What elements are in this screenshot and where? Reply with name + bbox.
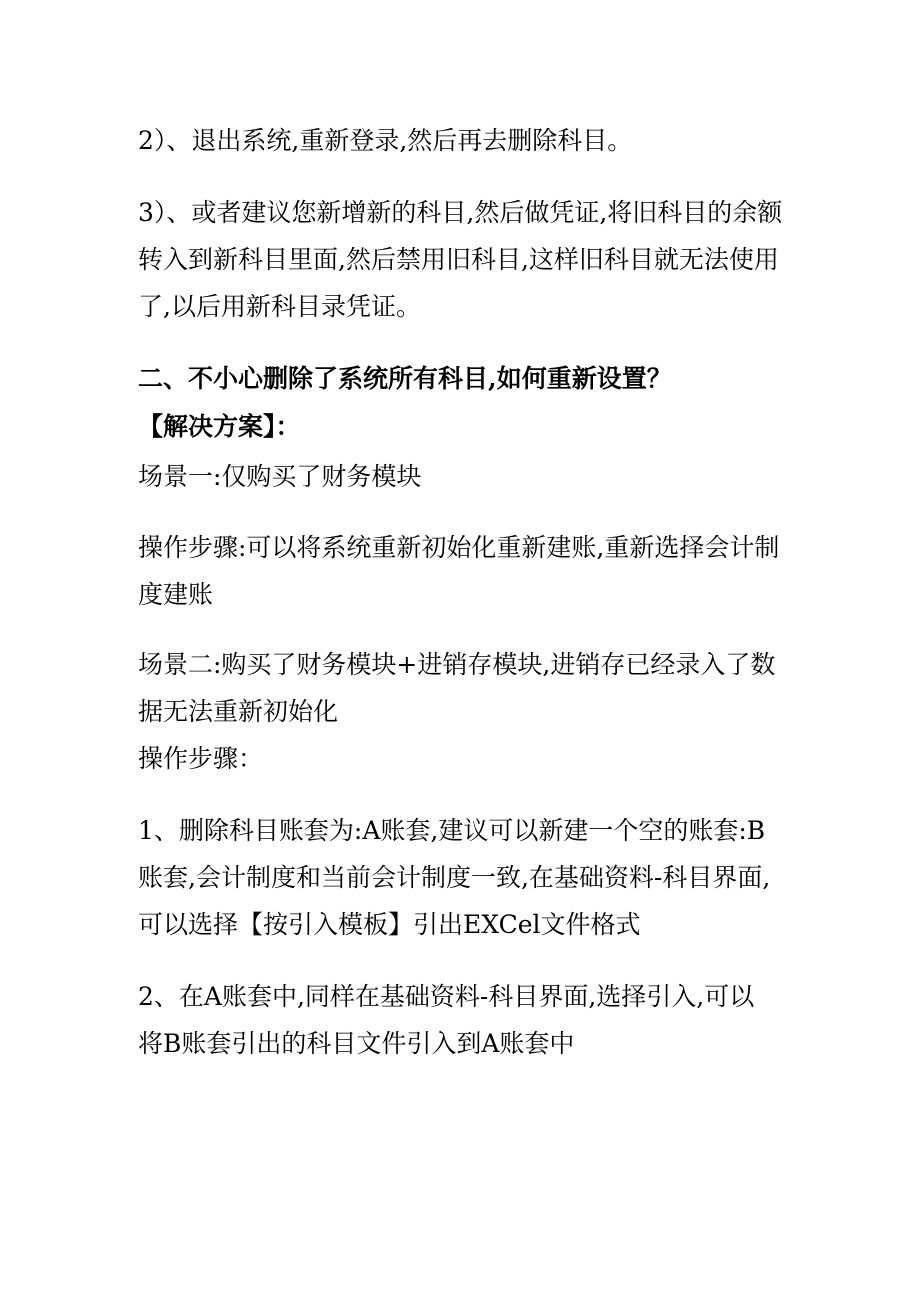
- scenario-2-line-1: 场景二:购买了财务模块+进销存模块,进销存已经录入了数: [138, 650, 776, 679]
- steps-label: [138, 735, 788, 782]
- scenario-1-steps-paragraph: [138, 524, 788, 618]
- step-3-line-2: 转入到新科目里面,然后禁用旧科目,这样旧科目就无法使用: [138, 245, 779, 274]
- step-3-paragraph: [138, 189, 788, 330]
- step-2-line: 2）、退出系统,重新登录,然后再去删除科目。: [138, 126, 633, 155]
- item-1-line-1: 1、删除科目账套为:A账套,建议可以新建一个空的账套:B: [138, 816, 766, 845]
- scenario-1-steps-line-2: 度建账: [138, 580, 214, 609]
- item-1-paragraph: [138, 807, 788, 948]
- item-2-paragraph: [138, 973, 788, 1067]
- solution-label-text: 【解决方案】：: [138, 412, 301, 441]
- scenario-2-line-2: 据无法重新初始化: [138, 697, 339, 726]
- item-2-line-1: 2、在A账套中,同样在基础资料-科目界面,选择引入,可以: [138, 982, 755, 1011]
- scenario-1-steps-line-1: 操作步骤:可以将系统重新初始化重新建账,重新选择会计制: [138, 533, 780, 562]
- item-2-line-2: 将B账套引出的科目文件引入到A账套中: [138, 1029, 575, 1058]
- item-1-line-2: 账套,会计制度和当前会计制度一致,在基础资料-科目界面,: [138, 863, 771, 892]
- section-heading: [138, 355, 788, 402]
- scenario-1-title: [138, 453, 788, 500]
- step-3-line-1: 3）、或者建议您新增新的科目,然后做凭证,将旧科目的余额: [138, 198, 783, 227]
- section-heading-text: 二、不小心删除了系统所有科目,如何重新设置？: [138, 364, 672, 393]
- step-3-line-3: 了,以后用新科目录凭证。: [138, 292, 421, 321]
- item-1-line-3: 可以选择【按引入模板】引出EXCel文件格式: [138, 910, 641, 939]
- steps-label-text: 操作步骤：: [138, 744, 264, 773]
- scenario-2-paragraph: [138, 641, 788, 735]
- scenario-1-title-text: 场景一:仅购买了财务模块: [138, 462, 422, 491]
- solution-label: [138, 403, 788, 450]
- step-2-paragraph: [138, 117, 788, 164]
